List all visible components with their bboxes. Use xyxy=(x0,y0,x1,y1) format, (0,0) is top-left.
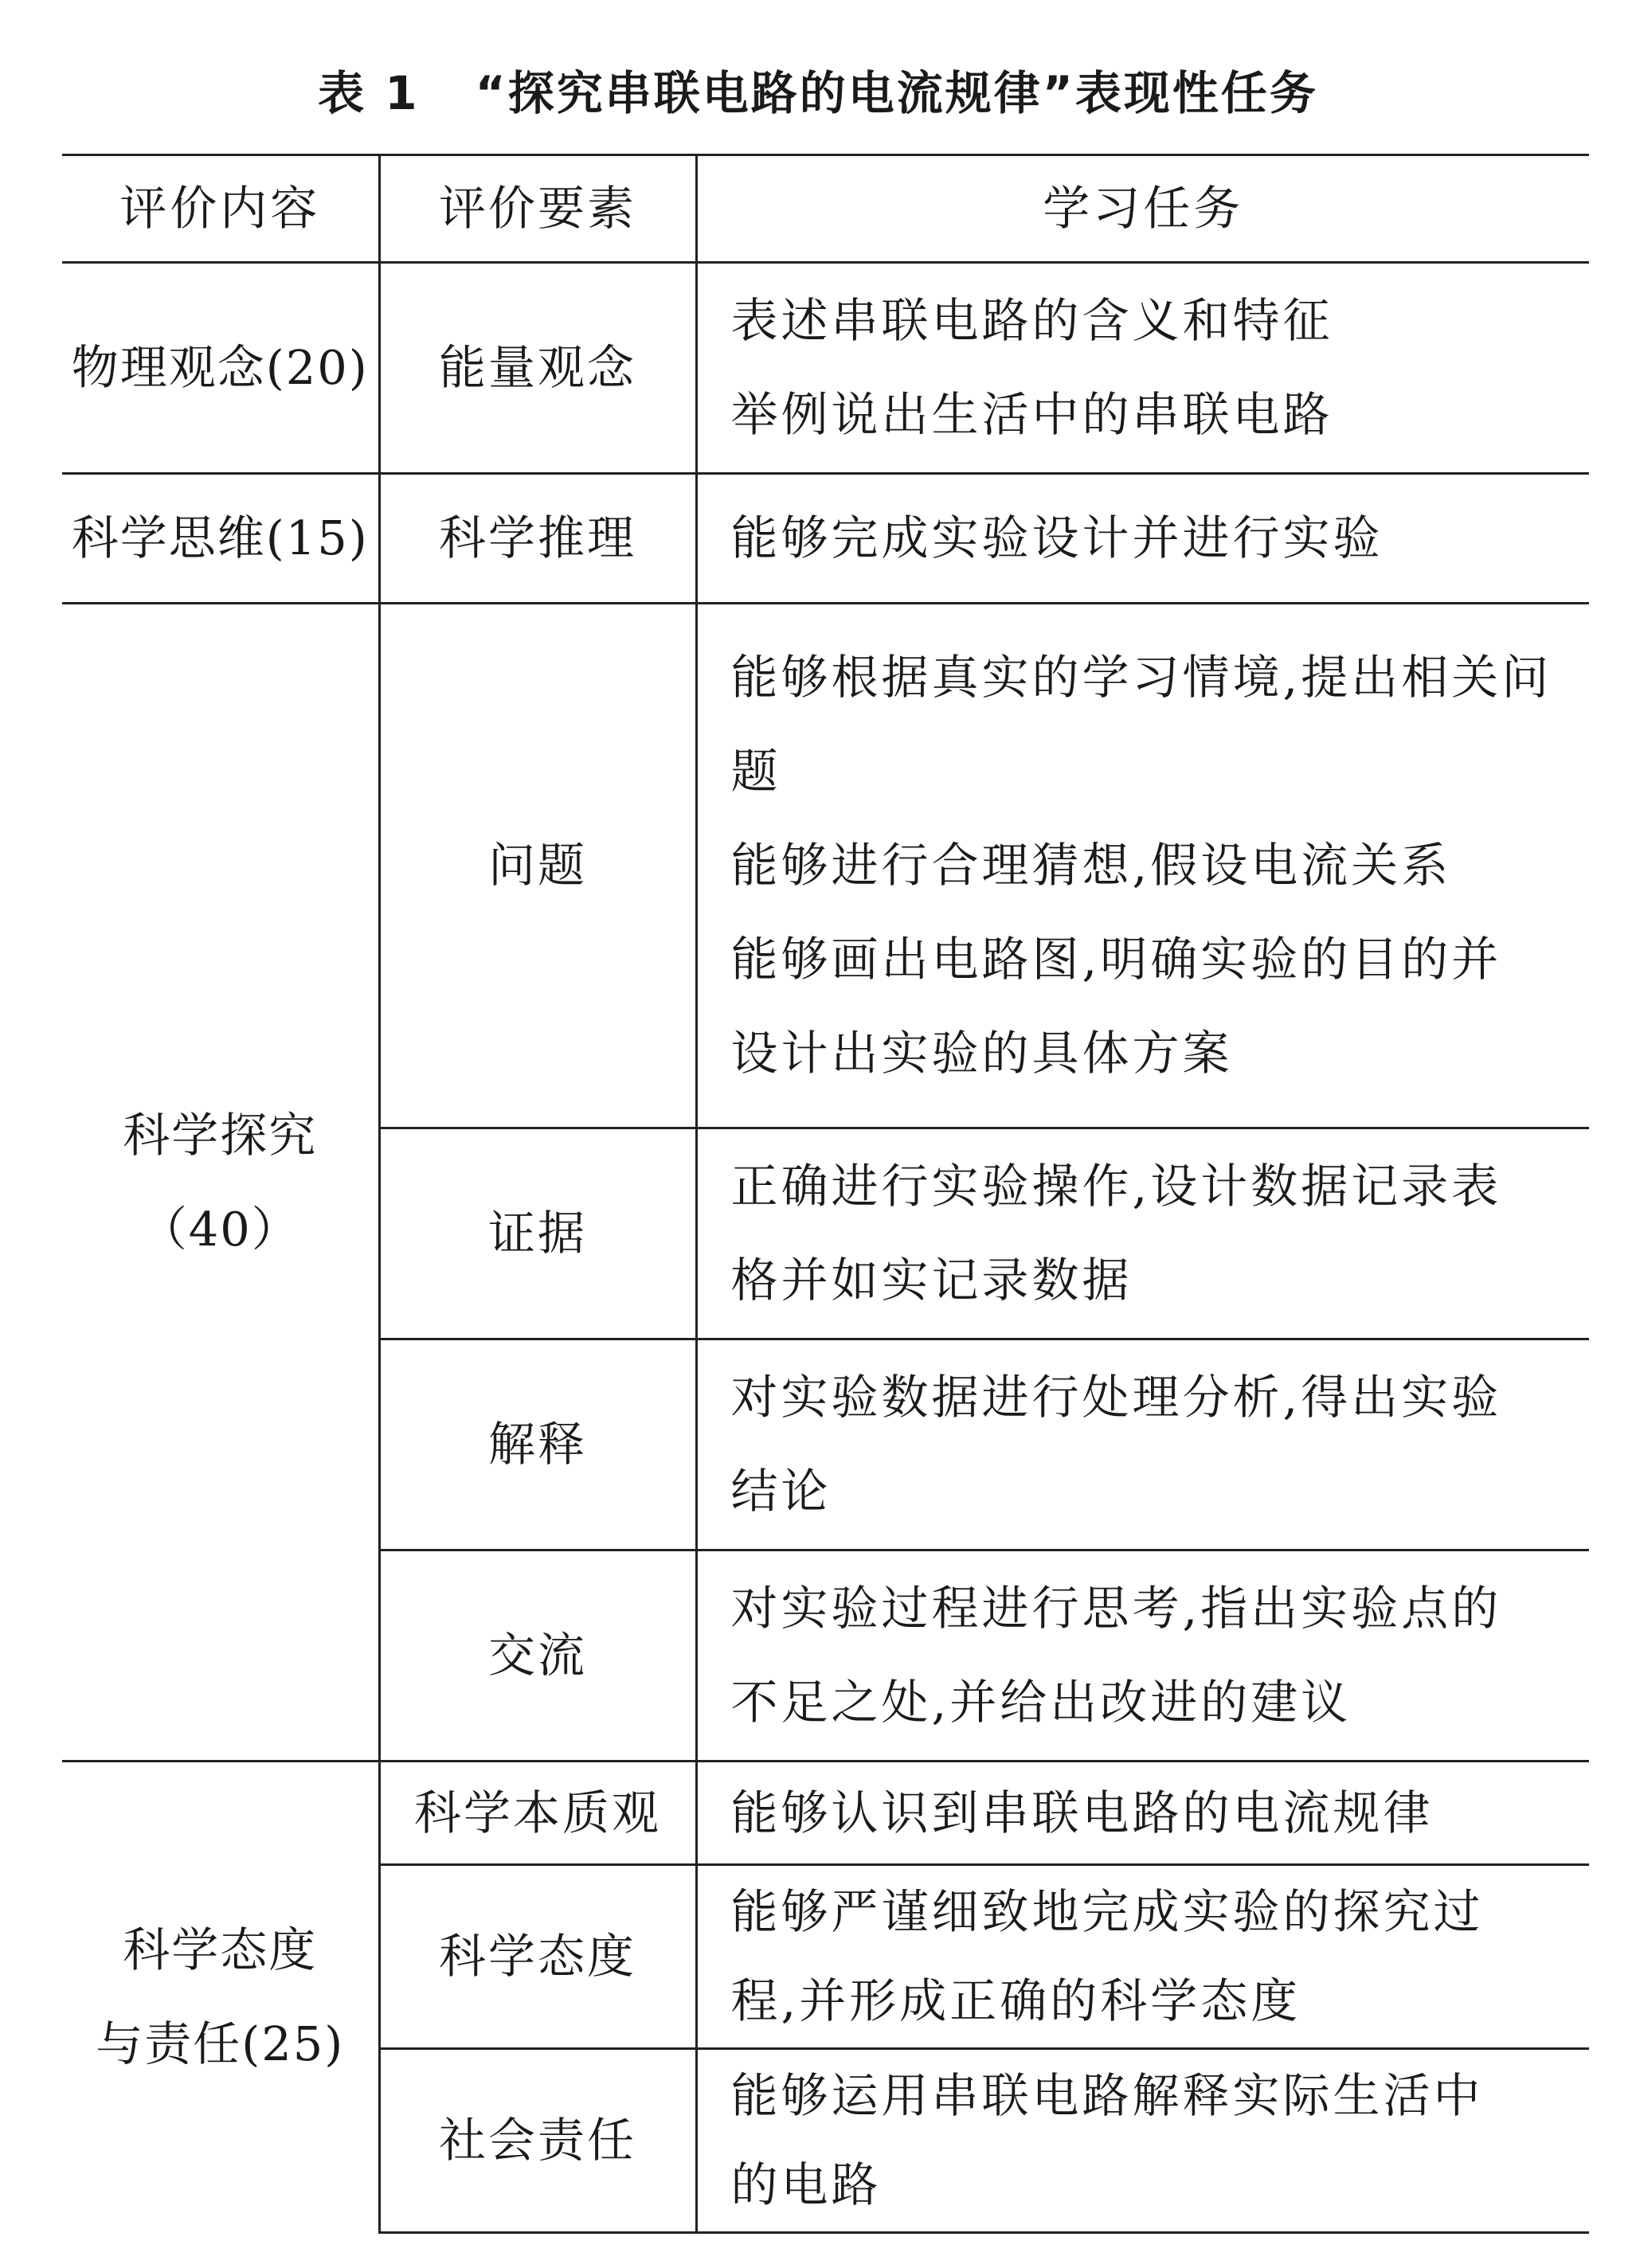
content-cell-scientific-thinking xyxy=(62,474,379,604)
content-text: 科学探究 xyxy=(123,1107,318,1163)
content-text: 科学思维(15) xyxy=(71,510,369,565)
task-cell xyxy=(696,604,1589,1128)
element-cell: 能量观念 xyxy=(379,263,696,474)
task-line: 设计出实验的具体方案 xyxy=(730,1026,1233,1081)
task-line: 对实验数据进行处理分析,得出实验 xyxy=(730,1370,1502,1425)
content-text: （40） xyxy=(139,1201,300,1257)
task-line: 不足之处,并给出改进的建议 xyxy=(730,1675,1352,1730)
task-cell xyxy=(696,1128,1589,1339)
element-cell: 交流 xyxy=(379,1550,696,1762)
task-line: 题 xyxy=(730,744,781,799)
element-cell: 问题 xyxy=(379,604,696,1128)
content-cell-scientific-inquiry xyxy=(62,604,379,1762)
task-line: 能够画出电路图,明确实验的目的并 xyxy=(730,932,1502,987)
table-caption xyxy=(0,56,1636,123)
task-line: 程,并形成正确的科学态度 xyxy=(730,1973,1301,2028)
header-evaluation-element: 评价要素 xyxy=(379,155,696,263)
element-cell: 科学推理 xyxy=(379,474,696,604)
task-line: 结论 xyxy=(730,1464,832,1519)
table-row xyxy=(62,263,1589,474)
table-row xyxy=(62,1762,1589,1865)
task-line: 对实验过程进行思考,指出实验点的 xyxy=(730,1581,1502,1636)
element-cell: 科学本质观 xyxy=(379,1762,696,1865)
content-text: 科学态度 xyxy=(123,1922,318,1978)
task-line: 能够完成实验设计并进行实验 xyxy=(730,510,1384,565)
task-cell xyxy=(696,1865,1589,2049)
element-cell: 证据 xyxy=(379,1128,696,1339)
content-text: 物理观念(20) xyxy=(71,340,369,395)
header-evaluation-content: 评价内容 xyxy=(62,155,379,263)
task-line: 能够运用串联电路解释实际生活中 xyxy=(730,2068,1484,2123)
header-learning-task: 学习任务 xyxy=(696,155,1589,263)
table-row xyxy=(62,474,1589,604)
task-cell xyxy=(696,1762,1589,1865)
task-line: 格并如实记录数据 xyxy=(730,1253,1133,1308)
task-line: 正确进行实验操作,设计数据记录表 xyxy=(730,1159,1502,1214)
table-title: “探究串联电路的电流规律”表现性任务 xyxy=(475,66,1318,120)
header-row xyxy=(62,155,1589,263)
content-cell-scientific-attitude xyxy=(62,1762,379,2233)
task-cell xyxy=(696,1339,1589,1550)
table-row xyxy=(62,604,1589,1128)
element-cell: 社会责任 xyxy=(379,2049,696,2233)
task-line: 能够认识到串联电路的电流规律 xyxy=(730,1785,1434,1840)
content-cell-physics-concept xyxy=(62,263,379,474)
table-number: 表 1 xyxy=(318,66,420,120)
task-line: 举例说出生活中的串联电路 xyxy=(730,387,1333,442)
task-cell xyxy=(696,1550,1589,1762)
element-cell: 解释 xyxy=(379,1339,696,1550)
task-line: 能够严谨细致地完成实验的探究过 xyxy=(730,1884,1484,1939)
element-cell: 科学态度 xyxy=(379,1865,696,2049)
task-line: 能够根据真实的学习情境,提出相关问 xyxy=(730,650,1552,705)
task-cell xyxy=(696,2049,1589,2233)
task-line: 能够进行合理猜想,假设电流关系 xyxy=(730,838,1452,893)
task-cell xyxy=(696,263,1589,474)
task-line: 的电路 xyxy=(730,2157,882,2212)
content-text: 与责任(25) xyxy=(96,2016,345,2072)
evaluation-table xyxy=(62,154,1589,2234)
task-cell xyxy=(696,474,1589,604)
task-line: 表述串联电路的含义和特征 xyxy=(730,293,1333,348)
